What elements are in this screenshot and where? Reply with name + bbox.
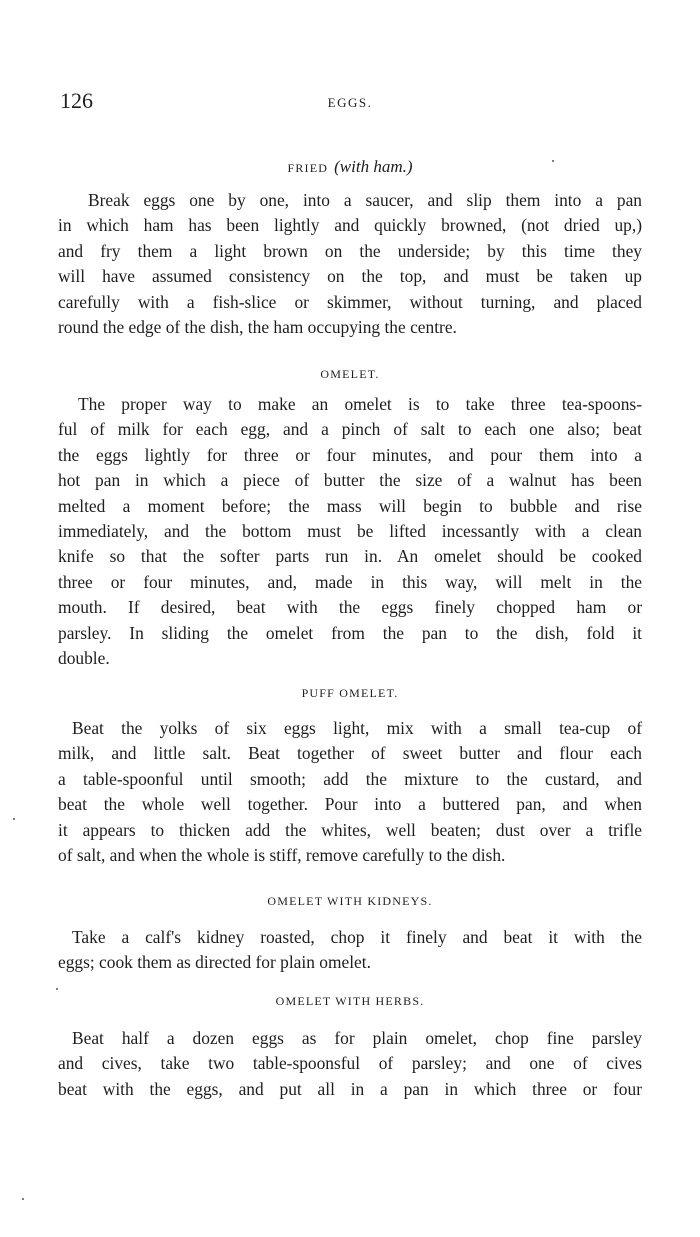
section-heading-omelet [0,365,700,383]
section-heading-omelet-herbs [0,992,700,1010]
text-line: knife so that the softer parts run in. An omelet should be cooked [58,546,642,567]
text-line: The proper way to make an omelet is to take three tea-spoons- [78,394,642,414]
paragraph-omelet [58,392,642,671]
text-line: ful of milk for each egg, and a pinch of salt to each one also; beat [58,419,642,440]
section-heading-text: OMELET. [320,367,380,381]
text-line: and fry them a light brown on the underside; by this time they [58,240,642,261]
text-line: a table-spoonful until smooth; add the mixture to the custard, and [58,768,642,789]
section-heading-text: OMELET WITH HERBS. [275,994,425,1008]
section-heading-text: FRIED [287,161,329,175]
text-line: eggs; cook them as directed for plain omelet. [58,952,371,973]
scan-speck [22,1198,24,1200]
section-heading-omelet-kidneys [0,892,700,910]
section-heading-text: PUFF OMELET. [301,686,399,700]
running-head: EGGS. [327,95,373,110]
text-line: melted a moment before; the mass will begin to bubble and rise [58,495,642,516]
page-number: 126 [60,88,93,113]
text-line: parsley. In sliding the omelet from the pan to the dish, fold it [58,622,642,643]
text-line: Beat half a dozen eggs as for plain omelet, chop fine parsley [72,1028,642,1048]
text-line: carefully with a fish-slice or skimmer, without turning, and placed [58,291,642,312]
text-line: hot pan in which a piece of butter the size of a walnut has been [58,470,642,491]
text-line: mouth. If desired, beat with the eggs finely chopped ham or [58,597,642,618]
text-line: in which ham has been lightly and quickly browned, (not dried up,) [58,215,642,236]
text-line: immediately, and the bottom must be lifted incessantly with a clean [58,521,642,542]
paragraph-omelet-kidneys [58,925,642,976]
section-heading-subtitle: (with ham.) [334,157,413,176]
text-line: beat the whole well together. Pour into a buttered pan, and when [58,794,642,815]
paragraph-fried [58,188,642,340]
text-line: will have assumed consistency on the top, and must be taken up [58,266,642,287]
text-line: double. [58,648,110,669]
section-heading-fried [0,158,700,177]
text-line: it appears to thicken add the whites, well beaten; dust over a trifle [58,819,642,840]
text-line: of salt, and when the whole is stiff, remove carefully to the dish. [58,845,506,866]
section-heading-puff-omelet [0,684,700,702]
text-line: round the edge of the dish, the ham occupying the centre. [58,317,457,338]
section-heading-text: OMELET WITH KIDNEYS. [267,894,433,908]
scan-speck [552,160,554,162]
text-line: Beat the yolks of six eggs light, mix with a small tea-cup of [72,718,642,738]
paragraph-puff-omelet [58,716,642,868]
scan-speck [13,818,15,820]
text-line: Break eggs one by one, into a saucer, and slip them into a pan [88,190,642,210]
text-line: milk, and little salt. Beat together of sweet butter and flour each [58,743,642,764]
text-line: beat with the eggs, and put all in a pan in which three or four [58,1078,642,1099]
text-line: three or four minutes, and, made in this way, will melt in the [58,571,642,592]
text-line: Take a calf's kidney roasted, chop it finely and beat it with the [72,927,642,947]
text-line: and cives, take two table-spoonsful of parsley; and one of cives [58,1053,642,1074]
scan-speck [56,988,58,990]
text-line: the eggs lightly for three or four minutes, and pour them into a [58,444,642,465]
paragraph-omelet-herbs [58,1026,642,1102]
